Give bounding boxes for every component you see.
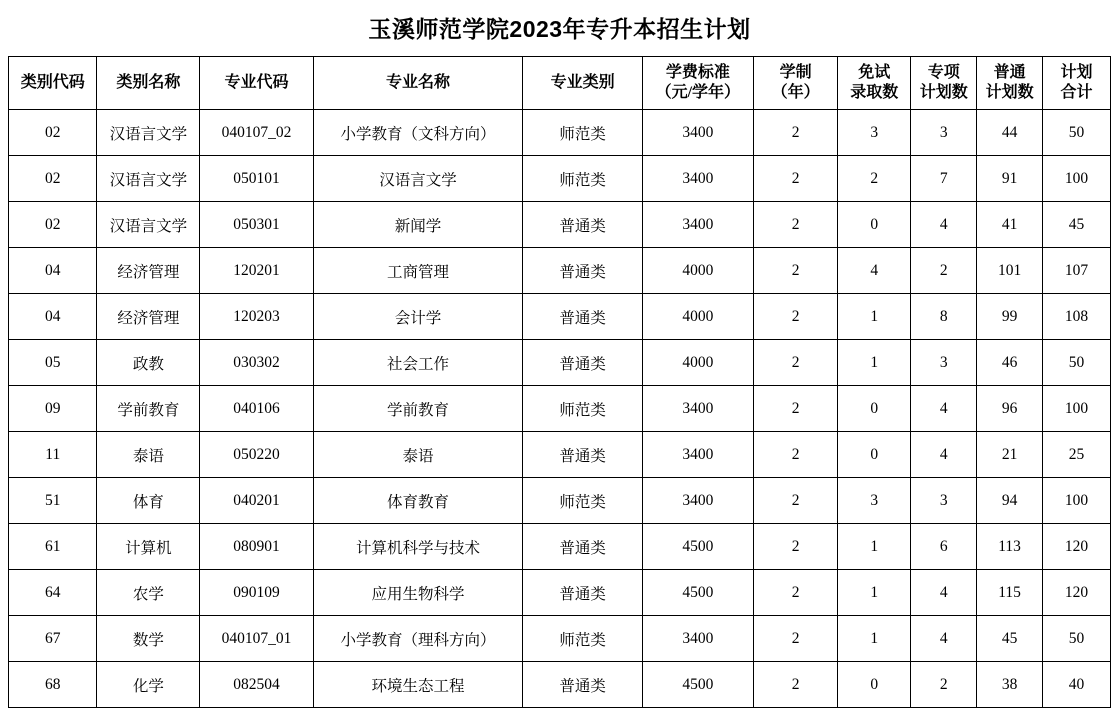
column-header-exempt-admitted — [838, 57, 911, 110]
cell-general-plan: 41 — [977, 202, 1043, 248]
column-header-general-plan — [977, 57, 1043, 110]
cell-major-name: 学前教育 — [313, 386, 523, 432]
cell-exempt-admitted: 0 — [838, 202, 911, 248]
cell-major-name: 工商管理 — [313, 248, 523, 294]
column-header-total-plan — [1043, 57, 1111, 110]
cell-category-name: 政教 — [97, 340, 200, 386]
cell-tuition: 3400 — [642, 202, 753, 248]
cell-major-code: 082504 — [200, 662, 313, 708]
cell-special-plan: 4 — [911, 570, 977, 616]
column-header-text-line2: （年） — [771, 84, 820, 101]
cell-total-plan: 40 — [1043, 662, 1111, 708]
column-header-text-line2: 合计 — [1060, 84, 1093, 101]
cell-major-type: 普通类 — [523, 432, 642, 478]
cell-category-code: 51 — [9, 478, 97, 524]
column-header-text: 专业名称 — [385, 74, 450, 91]
column-header-text-line2: 计划数 — [919, 84, 968, 101]
cell-exempt-admitted: 3 — [838, 478, 911, 524]
cell-total-plan: 25 — [1043, 432, 1111, 478]
column-header-text-line1: 专项 — [927, 64, 960, 81]
cell-major-type: 师范类 — [523, 616, 642, 662]
column-header-special-plan — [911, 57, 977, 110]
cell-general-plan: 21 — [977, 432, 1043, 478]
cell-duration: 2 — [753, 386, 837, 432]
cell-special-plan: 4 — [911, 432, 977, 478]
cell-category-name: 汉语言文学 — [97, 202, 200, 248]
cell-major-name: 体育教育 — [313, 478, 523, 524]
cell-special-plan: 4 — [911, 202, 977, 248]
cell-category-code: 61 — [9, 524, 97, 570]
column-header-text-line1: 学费标准 — [665, 64, 730, 81]
table-header — [9, 57, 1111, 110]
cell-major-type: 普通类 — [523, 340, 642, 386]
cell-duration: 2 — [753, 616, 837, 662]
table-body — [9, 110, 1111, 708]
cell-category-name: 农学 — [97, 570, 200, 616]
cell-special-plan: 7 — [911, 156, 977, 202]
cell-special-plan: 2 — [911, 248, 977, 294]
cell-general-plan: 44 — [977, 110, 1043, 156]
cell-total-plan: 120 — [1043, 570, 1111, 616]
cell-total-plan: 45 — [1043, 202, 1111, 248]
cell-total-plan: 100 — [1043, 478, 1111, 524]
cell-duration: 2 — [753, 524, 837, 570]
cell-major-type: 师范类 — [523, 386, 642, 432]
cell-duration: 2 — [753, 110, 837, 156]
cell-total-plan: 120 — [1043, 524, 1111, 570]
cell-duration: 2 — [753, 570, 837, 616]
cell-major-code: 040107_01 — [200, 616, 313, 662]
cell-category-code: 04 — [9, 294, 97, 340]
cell-major-type: 普通类 — [523, 202, 642, 248]
cell-category-name: 学前教育 — [97, 386, 200, 432]
column-header-text: 专业代码 — [224, 74, 289, 91]
cell-major-code: 050301 — [200, 202, 313, 248]
cell-total-plan: 108 — [1043, 294, 1111, 340]
page-title: 玉溪师范学院2023年专升本招生计划 — [368, 16, 751, 42]
cell-general-plan: 45 — [977, 616, 1043, 662]
column-header-text-line1: 免试 — [858, 64, 891, 81]
cell-tuition: 4500 — [642, 662, 753, 708]
cell-category-name: 经济管理 — [97, 294, 200, 340]
table-row — [9, 478, 1111, 524]
cell-exempt-admitted: 0 — [838, 662, 911, 708]
cell-exempt-admitted: 1 — [838, 616, 911, 662]
cell-exempt-admitted: 4 — [838, 248, 911, 294]
column-header-major-name — [313, 57, 523, 110]
cell-major-code: 120201 — [200, 248, 313, 294]
cell-tuition: 3400 — [642, 478, 753, 524]
cell-category-code: 04 — [9, 248, 97, 294]
cell-major-name: 小学教育（理科方向） — [313, 616, 523, 662]
cell-tuition: 3400 — [642, 616, 753, 662]
table-row — [9, 524, 1111, 570]
cell-tuition: 3400 — [642, 432, 753, 478]
cell-major-code: 040201 — [200, 478, 313, 524]
cell-category-name: 汉语言文学 — [97, 110, 200, 156]
cell-special-plan: 2 — [911, 662, 977, 708]
cell-special-plan: 4 — [911, 616, 977, 662]
cell-major-name: 泰语 — [313, 432, 523, 478]
cell-major-name: 应用生物科学 — [313, 570, 523, 616]
cell-category-name: 汉语言文学 — [97, 156, 200, 202]
table-row — [9, 110, 1111, 156]
column-header-category-code — [9, 57, 97, 110]
cell-duration: 2 — [753, 432, 837, 478]
cell-category-code: 09 — [9, 386, 97, 432]
cell-duration: 2 — [753, 294, 837, 340]
cell-duration: 2 — [753, 156, 837, 202]
cell-major-type: 普通类 — [523, 570, 642, 616]
table-row — [9, 432, 1111, 478]
cell-major-type: 普通类 — [523, 662, 642, 708]
cell-tuition: 4000 — [642, 340, 753, 386]
column-header-major-code — [200, 57, 313, 110]
column-header-text: 类别代码 — [20, 74, 85, 91]
cell-exempt-admitted: 3 — [838, 110, 911, 156]
cell-category-code: 05 — [9, 340, 97, 386]
cell-major-code: 120203 — [200, 294, 313, 340]
cell-major-name: 新闻学 — [313, 202, 523, 248]
cell-category-name: 经济管理 — [97, 248, 200, 294]
table-row — [9, 662, 1111, 708]
column-header-tuition — [642, 57, 753, 110]
cell-category-code: 02 — [9, 156, 97, 202]
column-header-text-line1: 普通 — [993, 64, 1026, 81]
cell-major-code: 090109 — [200, 570, 313, 616]
cell-duration: 2 — [753, 478, 837, 524]
cell-total-plan: 50 — [1043, 616, 1111, 662]
table-header-row — [9, 57, 1111, 110]
cell-general-plan: 115 — [977, 570, 1043, 616]
column-header-text-line1: 学制 — [779, 64, 812, 81]
cell-category-name: 计算机 — [97, 524, 200, 570]
cell-category-name: 数学 — [97, 616, 200, 662]
cell-general-plan: 46 — [977, 340, 1043, 386]
cell-major-name: 会计学 — [313, 294, 523, 340]
cell-category-code: 02 — [9, 110, 97, 156]
table-row — [9, 294, 1111, 340]
cell-category-code: 67 — [9, 616, 97, 662]
cell-general-plan: 94 — [977, 478, 1043, 524]
cell-category-code: 68 — [9, 662, 97, 708]
column-header-text: 类别名称 — [116, 74, 181, 91]
column-header-text: 专业类别 — [550, 74, 615, 91]
cell-tuition: 4500 — [642, 570, 753, 616]
column-header-major-type — [523, 57, 642, 110]
cell-general-plan: 113 — [977, 524, 1043, 570]
cell-major-name: 环境生态工程 — [313, 662, 523, 708]
cell-total-plan: 100 — [1043, 386, 1111, 432]
cell-major-code: 080901 — [200, 524, 313, 570]
cell-major-name: 汉语言文学 — [313, 156, 523, 202]
cell-major-code: 050101 — [200, 156, 313, 202]
cell-tuition: 4500 — [642, 524, 753, 570]
column-header-text-line2: 录取数 — [850, 84, 899, 101]
column-header-category-name — [97, 57, 200, 110]
cell-general-plan: 91 — [977, 156, 1043, 202]
column-header-text-line2: 计划数 — [985, 84, 1034, 101]
cell-special-plan: 8 — [911, 294, 977, 340]
cell-special-plan: 3 — [911, 478, 977, 524]
cell-major-code: 030302 — [200, 340, 313, 386]
cell-major-type: 普通类 — [523, 248, 642, 294]
cell-category-name: 泰语 — [97, 432, 200, 478]
cell-special-plan: 3 — [911, 110, 977, 156]
table-row — [9, 202, 1111, 248]
cell-exempt-admitted: 1 — [838, 570, 911, 616]
table-row — [9, 616, 1111, 662]
cell-duration: 2 — [753, 202, 837, 248]
cell-exempt-admitted: 1 — [838, 294, 911, 340]
cell-special-plan: 6 — [911, 524, 977, 570]
cell-exempt-admitted: 1 — [838, 524, 911, 570]
cell-exempt-admitted: 2 — [838, 156, 911, 202]
cell-exempt-admitted: 0 — [838, 432, 911, 478]
table-row — [9, 340, 1111, 386]
cell-major-name: 小学教育（文科方向） — [313, 110, 523, 156]
cell-general-plan: 101 — [977, 248, 1043, 294]
column-header-text-line2: （元/学年） — [655, 84, 741, 101]
table-row — [9, 570, 1111, 616]
cell-duration: 2 — [753, 662, 837, 708]
cell-tuition: 4000 — [642, 248, 753, 294]
cell-major-name: 计算机科学与技术 — [313, 524, 523, 570]
cell-major-type: 普通类 — [523, 294, 642, 340]
column-header-text-line1: 计划 — [1060, 64, 1093, 81]
cell-general-plan: 96 — [977, 386, 1043, 432]
table-row — [9, 248, 1111, 294]
cell-category-code: 11 — [9, 432, 97, 478]
cell-total-plan: 50 — [1043, 110, 1111, 156]
cell-duration: 2 — [753, 340, 837, 386]
cell-special-plan: 3 — [911, 340, 977, 386]
cell-total-plan: 50 — [1043, 340, 1111, 386]
cell-total-plan: 100 — [1043, 156, 1111, 202]
cell-category-code: 64 — [9, 570, 97, 616]
admission-plan-table — [8, 56, 1111, 708]
cell-major-code: 040107_02 — [200, 110, 313, 156]
cell-major-code: 050220 — [200, 432, 313, 478]
cell-tuition: 3400 — [642, 110, 753, 156]
cell-category-code: 02 — [9, 202, 97, 248]
cell-tuition: 3400 — [642, 386, 753, 432]
cell-general-plan: 38 — [977, 662, 1043, 708]
cell-tuition: 3400 — [642, 156, 753, 202]
cell-major-name: 社会工作 — [313, 340, 523, 386]
cell-major-type: 师范类 — [523, 156, 642, 202]
cell-exempt-admitted: 0 — [838, 386, 911, 432]
cell-duration: 2 — [753, 248, 837, 294]
cell-category-name: 化学 — [97, 662, 200, 708]
table-row — [9, 386, 1111, 432]
cell-special-plan: 4 — [911, 386, 977, 432]
cell-exempt-admitted: 1 — [838, 340, 911, 386]
cell-general-plan: 99 — [977, 294, 1043, 340]
table-row — [9, 156, 1111, 202]
column-header-duration — [753, 57, 837, 110]
cell-major-code: 040106 — [200, 386, 313, 432]
cell-major-type: 师范类 — [523, 478, 642, 524]
cell-total-plan: 107 — [1043, 248, 1111, 294]
cell-major-type: 师范类 — [523, 110, 642, 156]
cell-major-type: 普通类 — [523, 524, 642, 570]
cell-category-name: 体育 — [97, 478, 200, 524]
cell-tuition: 4000 — [642, 294, 753, 340]
